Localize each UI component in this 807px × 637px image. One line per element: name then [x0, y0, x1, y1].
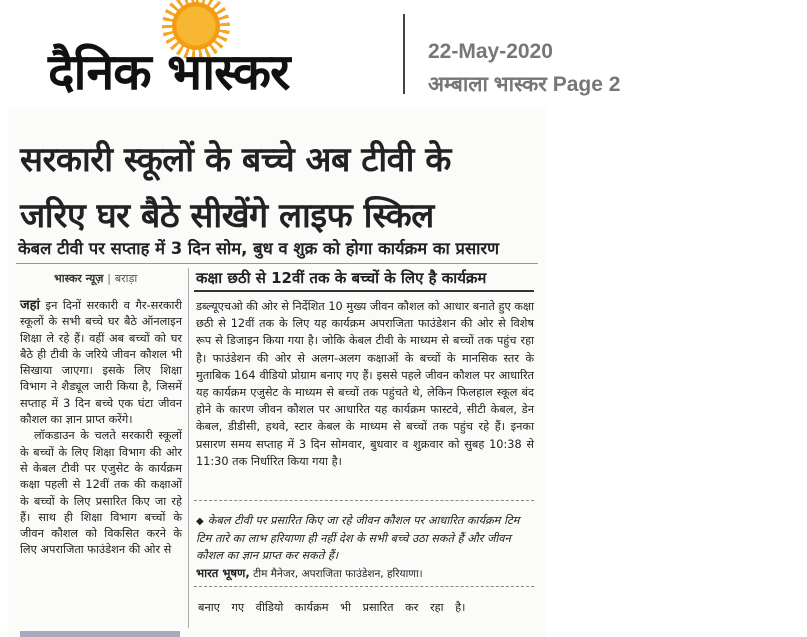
left-paragraph-2: लॉकडाउन के चलते सरकारी स्कूलों के बच्चों के लिए शिक्षा विभाग की ओर से केबल टीवी पर एजुसेट के कार्यक्रम कक्षा पहली से 12वीं तक की कक्षाओं के बच्चों के लिए प्रसारित किए जा रहे हैं। साथ ही शिक्षा विभाग बच्चों के जीवन कौशल को विकसित करने के लिए अपराजिता फाउंडेशन की ओर से [20, 429, 182, 557]
column-footer-bar [20, 631, 180, 637]
edition-page: अम्बाला भास्कर Page 2 [428, 73, 621, 96]
box-paragraph: डब्ल्यूएचओ की ओर से निर्देशित 10 मुख्य जीवन कौशल को आधार बनाते हुए कक्षा छठी से 12वीं तक के लिए यह कार्यक्रम अपराजिता फाउंडेशन की ओर से विशेष रूप से डिजाइन किया गया है। जोकि केबल टीवी के माध्यम से बच्चों तक पहुंच रहा है। फाउंडेशन की ओर से अलग-अलग कक्षाओं के बच्चों के मानसिक स्तर के मुताबिक 164 वीडियो प्रोग्राम बनाए गए हैं। इससे पहले जीवन कौशल पर आधारित यह कार्यक्रम एजुसेट के माध्यम से बच्चों तक पहुंचते थे, लेकिन फिलहाल स्कूल बंद होने के कारण जीवन कौशल पर आधारित यह कार्यक्रम फास्टवे, सीटी केबल, डेन केबल, डीडीसी, हथवे, स्टार केबल के माध्यम से बच्चों तक पहुंच रहे हैं। इनका प्रसारण समय सप्ताह में 3 दिन सोमवार, बुधवार व शुक्रवार को सुबह 10:38 से 11:30 तक निर्धारित किया गया है। [196, 300, 534, 468]
quote-attribution [196, 566, 532, 581]
byline [54, 271, 137, 286]
left-paragraph-1 [20, 298, 182, 428]
quote-bottom-rule [194, 586, 534, 587]
headline-line-2: जरिए घर बैठे सीखेंगे लाइफ स्किल [20, 196, 434, 236]
quote-author-title: टीम मैनेजर, अपराजिता फाउंडेशन, हरियाणा। [253, 568, 423, 580]
headline-rule [16, 263, 538, 264]
publication-date: 22-May-2020 [428, 40, 553, 63]
headline-line-1: सरकारी स्कूलों के बच्चे अब टीवी के [20, 140, 451, 180]
byline-place: बराड़ा [114, 272, 138, 285]
masthead [0, 0, 807, 108]
left-paragraph-1-text: इन दिनों सरकारी व गैर-सरकारी स्कूलों के सभी बच्चे घर बैठे ऑनलाइन शिक्षा ले रहे हैं। वहीं अब बच्चों को घर बैठे ही टीवी के जरिये जीवन कौशल भी सिखाया जाएगा। इसके लिए शिक्षा विभाग ने शैड्यूल जारी किया है, जिसमें सप्ताह में 3 दिन बच्चे एक घंटा जीवन कौशल का ज्ञान प्राप्त करेंगे। [20, 299, 182, 427]
box-title-rule [194, 290, 534, 292]
news-clipping [8, 108, 546, 637]
byline-source: भास्कर न्यूज़ [54, 272, 104, 285]
left-column [20, 298, 182, 559]
pull-quote [196, 512, 532, 564]
quote-bullet-icon: ◆ [196, 516, 204, 527]
quote-top-rule [194, 500, 534, 501]
quote-author: भारत भूषण, [196, 566, 250, 580]
byline-separator: | [107, 272, 111, 285]
continuation-line: बनाए गए वीडियो कार्यक्रम भी प्रसारित कर रहा है। [198, 601, 466, 614]
lead-word: जहां [20, 298, 40, 313]
newspaper-logo: दैनिक भास्कर [48, 43, 290, 101]
subheadline: केबल टीवी पर सप्ताह में 3 दिन सोम, बुध व शुक्र को होगा कार्यक्रम का प्रसारण [18, 239, 500, 258]
column-divider [188, 268, 189, 628]
headline [20, 132, 540, 244]
masthead-divider [403, 14, 405, 94]
box-title: कक्षा छठी से 12वीं तक के बच्चों के लिए है कार्यक्रम [196, 269, 487, 287]
box-body [196, 298, 534, 470]
quote-text: केबल टीवी पर प्रसारित किए जा रहे जीवन कौशल पर आधारित कार्यक्रम टिम टिम तारे का लाभ हरियाणा ही नहीं देश के सभी बच्चे उठा सकते हैं और जीवन कौशल का ज्ञान प्राप्त कर सकते हैं। [196, 514, 520, 562]
